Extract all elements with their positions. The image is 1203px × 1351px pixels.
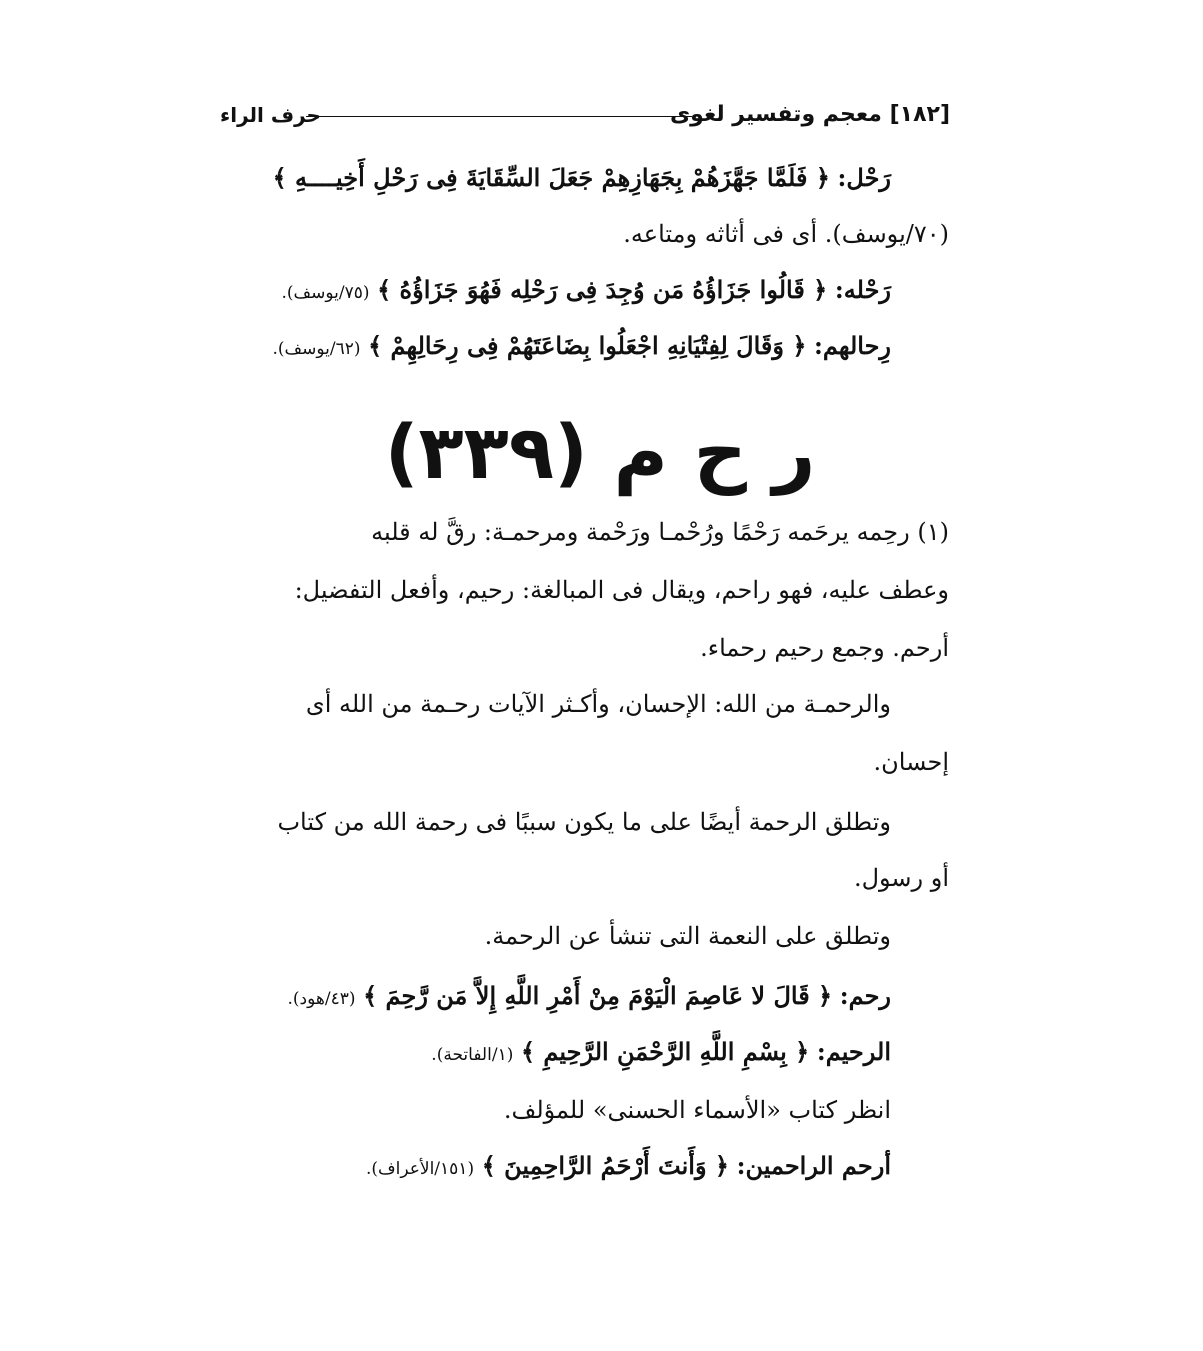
root-heading: ر ح م (٣٣٩) [384, 410, 816, 496]
paragraph-line: وتطلق الرحمة أيضًا على ما يكون سببًا فى رحمة الله من كتاب [277, 808, 891, 836]
paragraph-line: (١) رحِمه يرحَمه رَحْمًا ورُحْمـا ورَحْمة ومرحمـة: رقَّ له قلبه [371, 518, 949, 546]
page-header [220, 98, 950, 132]
quran-verse: ﴿ وَأَنتَ أَرْحَمُ الرَّاحِمِينَ ﴾ [481, 1151, 729, 1180]
verse-reference: (١٥١/الأعراف). [365, 1159, 475, 1179]
paragraph-line: وتطلق على النعمة التى تنشأ عن الرحمة. [484, 922, 891, 950]
entry-word: رَحْل: [837, 163, 891, 192]
paragraph-line: وعطف عليه، فهو راحم، ويقال فى المبالغة: رحيم، وأفعل التفضيل: [294, 576, 949, 604]
entry-continuation: (٧٠/يوسف). أى فى أثاثه ومتاعه. [623, 220, 949, 248]
verse-reference: (١/الفاتحة). [431, 1045, 514, 1065]
verse-reference: (٧٥/يوسف). [281, 283, 370, 303]
entry-line [366, 1146, 891, 1189]
verse-reference: (٤٣/هود). [287, 989, 356, 1009]
quran-verse: ﴿ قَالُوا جَزَاؤُهُ مَن وُجِدَ فِى رَحْلِه فَهُوَ جَزَاؤُهُ ﴾ [377, 275, 828, 304]
quran-verse: ﴿ قَالَ لا عَاصِمَ الْيَوْمَ مِنْ أَمْرِ اللَّهِ إِلاَّ مَن رَّحِمَ ﴾ [363, 981, 833, 1010]
page-header-section: حرف الراء [220, 103, 321, 127]
entry-line [281, 270, 891, 313]
see-also-note: انظر كتاب «الأسماء الحسنى» للمؤلف. [503, 1096, 891, 1124]
paragraph-line: إحسان. [873, 748, 949, 776]
entry-line [431, 1032, 891, 1075]
entry-word: رَحْله: [834, 275, 891, 304]
paragraph-line: أو رسول. [853, 864, 949, 892]
entry-word: أرحم الراحمين: [736, 1151, 891, 1180]
entry-line [287, 976, 891, 1019]
entry-word: الرحيم: [816, 1037, 891, 1066]
header-divider [306, 116, 692, 117]
quran-verse: ﴿ وَقَالَ لِفِتْيَانِهِ اجْعَلُوا بِضَاعَتَهُمْ فِى رِحَالِهِمْ ﴾ [368, 331, 807, 360]
paragraph-line: أرحم. وجمع رحيم رحماء. [700, 634, 949, 662]
entry-line [272, 326, 891, 369]
verse-reference: (٦٢/يوسف). [272, 339, 361, 359]
entry-line [273, 158, 891, 198]
paragraph-line: والرحمـة من الله: الإحسان، وأكـثر الآيات رحـمة من الله أى [305, 690, 891, 718]
entry-word: رحم: [839, 981, 891, 1010]
page-header-title: [١٨٢] معجم وتفسير لغوى [670, 102, 950, 127]
entry-word: رِحالهم: [814, 331, 891, 360]
quran-verse: ﴿ بِسْمِ اللَّهِ الرَّحْمَنِ الرَّحِيمِ ﴾ [520, 1037, 810, 1066]
quran-verse: ﴿ فَلَمَّا جَهَّزَهُمْ بِجَهَازِهِمْ جَعَلَ السِّقَايَةَ فِى رَحْلِ أَخِيــــهِ ﴾ [272, 163, 830, 192]
